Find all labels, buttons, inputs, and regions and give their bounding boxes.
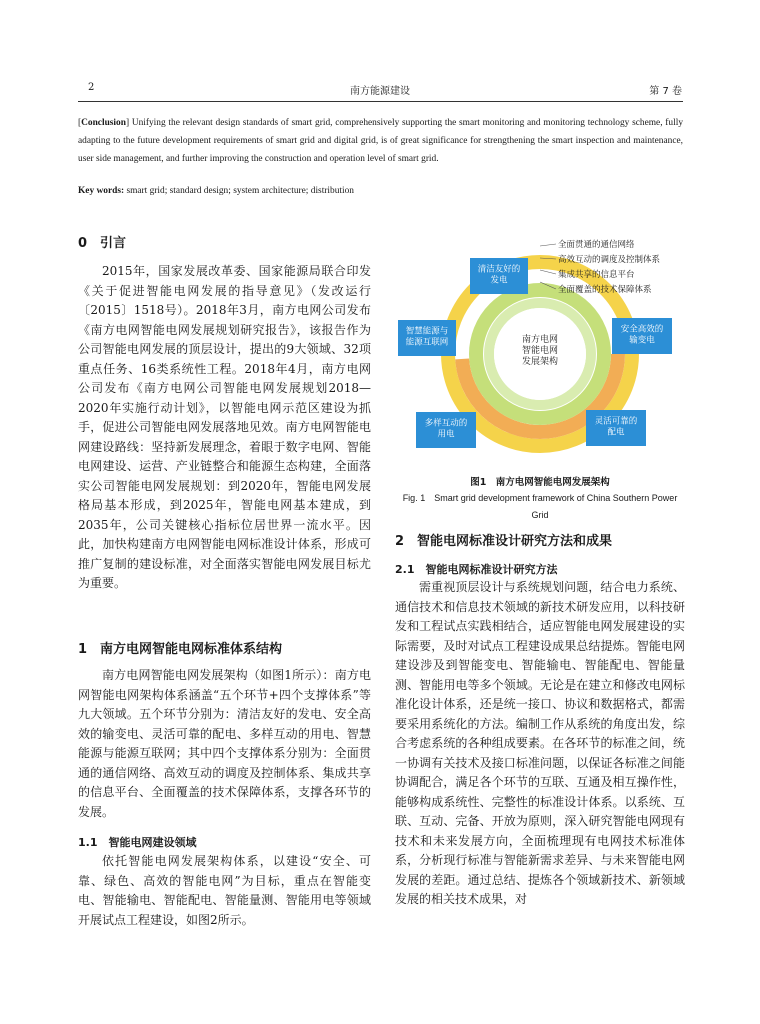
diagram-text-line: 输变电 [629, 335, 655, 346]
diagram-text-line: 智慧能源与 [405, 326, 449, 337]
diagram-text-line: 能源互联网 [405, 337, 449, 348]
section-1-body [78, 666, 371, 822]
keywords [78, 186, 683, 196]
section-0-heading: 0 引言 [78, 236, 127, 251]
diagram-text-line: 安全高效的 [620, 324, 664, 335]
section-0-body [78, 262, 371, 594]
node-consumption [416, 412, 476, 448]
diagram-text-line: 清洁友好的 [477, 264, 521, 275]
section-2-1-body [395, 578, 685, 910]
diagram-text-line: 用电 [437, 429, 455, 440]
header-rule [78, 101, 683, 102]
diagram-text-line: 发展架构 [521, 357, 559, 367]
figure-1-diagram [390, 232, 690, 470]
section-1-paragraph: 南方电网智能电网发展架构（如图1所示）：南方电网智能电网架构体系涵盖“五个环节+四个支撑体系”等九大领域。五个环节分别为：清洁友好的发电、安全高效的输变电、灵活可靠的配电、多样互动的用电、智慧能源与能源互联网；其中四个支撑体系分别为：全面贯通的通信网络、高效互动的调度及控制体系、集成共享的信息平台、全面覆盖的技术保障体系，支撑各环节的发展。 [78, 668, 371, 819]
node-smart-energy [398, 320, 456, 356]
svg-text:全面贯通的通信网络: 全面贯通的通信网络 [558, 240, 635, 250]
page-number: 2 [88, 82, 95, 93]
node-transmission [612, 318, 672, 354]
section-1-1-paragraph: 依托智能电网发展架构体系，以建设“安全、可靠、绿色、高效的智能电网”为目标，重点在智能变电、智能输电、智能配电、智能量测、智能用电等领域开展试点工程建设，如图2所示。 [78, 854, 371, 927]
conclusion-text: Unifying the relevant design standards of smart grid, comprehensively supporting the smart monitoring and monitoring technology scheme, fully adapting to the future development requirements of smart grid and digital grid, is of great significance for strengthening the smart inspection and maintenance, user side management, and further improving the construction and operation level of smart grid. [78, 118, 684, 164]
conclusion-label: Conclusion [81, 118, 126, 128]
section-0-paragraph: 2015年，国家发展改革委、国家能源局联合印发《关于促进智能电网发展的指导意见》（发改运行〔2015〕1518号）。2018年3月，南方电网公司发布《南方电网智能电网发展规划研究报告》，该报告作为公司智能电网发展的顶层设计，提出的9大领域、32项重点任务、16类系统性工程。2018年4月，南方电网公司发布《南方电网公司智能电网发展规划2018—2020年实施行动计划》，以智能电网示范区建设为抓手，促进公司智能电网发展落地见效。南方电网智能电网建设路线：坚持新发展理念，着眼于数字电网、智能电网建设、运营、产业链整合和能源生态构建，全面落实公司智能电网发展规划：到2020年，智能电网发展格局基本形成，到2025年，智能电网基本建成，到2035年，公司关键核心指标位居世界一流水平。因此，加快构建南方电网智能电网标准设计体系，形成可推广复制的建设标准，对全面落实智能电网发展目标尤为重要。 [78, 264, 371, 590]
diagram-text-line: 配电 [607, 427, 625, 438]
section-2-heading: 2 智能电网标准设计研究方法和成果 [395, 534, 613, 549]
diagram-text-line: 灵活可靠的 [594, 416, 638, 427]
section-1-heading: 1 南方电网智能电网标准体系结构 [78, 642, 283, 657]
diagram-text-line: 多样互动的 [424, 418, 468, 429]
section-2-1-paragraph: 需重视顶层设计与系统规划问题，结合电力系统、通信技术和信息技术领域的新技术研发应用，以科技研发和工程试点实践相结合，适应智能电网发展建设的实际需要，及时对试点工程建设成果总结提炼。智能电网建设涉及到智能变电、智能输电、智能配电、智能量测、智能用电等多个领域。无论是在建立和修改电网标准化设计体系，还是统一接口、协议和数据格式，都需要采用系统化的方法。编制工作从系统的角度出发，综合考虑系统的各种组成要素。在各环节的标准之间，统一协调有关技术及接口标准问题，以保证各标准之间能协调配合，满足各个环节的互联、互通及相互操作性，能够构成系统性、完整性的标准设计体系。以系统、互联、互动、完备、开放为原则，深入研究智能电网现有技术和未来发展方向，全面梳理现有电网技术标准体系，分析现行标准与智能新需求差异、与未来智能电网发展的差距。通过总结、提炼各个领域新技术、新领域发展的相关技术成果，对 [395, 580, 685, 906]
diagram-text-line: 智能电网 [521, 346, 559, 356]
section-1-1-heading: 1.1 智能电网建设领域 [78, 836, 197, 849]
svg-text:集成共享的信息平台: 集成共享的信息平台 [558, 270, 635, 280]
svg-text:高效互动的调度及控制体系: 高效互动的调度及控制体系 [558, 255, 661, 265]
volume-label: 第 7 卷 [649, 86, 682, 97]
figure-1-caption-en: Fig. 1 Smart grid development framework of China Southern Power Grid [402, 493, 678, 520]
journal-title: 南方能源建设 [350, 86, 410, 97]
figure-1-caption-cn: 图1 南方电网智能电网发展架构 [470, 477, 610, 488]
keywords-label: Key words: [78, 186, 125, 196]
node-power-generation [470, 258, 528, 294]
keywords-text: smart grid; standard design; system architecture; distribution [126, 186, 354, 196]
section-1-1-body [78, 852, 371, 930]
node-distribution [586, 410, 646, 446]
abstract-conclusion: [Conclusion] Unifying the relevant design standards of smart grid, comprehensively supporting the smart monitoring and monitoring technology scheme, fully adapting to the future development requirements of smart grid and digital grid, is of great significance for strengthening the smart inspection and maintenance, user side management, and further improving the construction and operation level of smart grid. [78, 118, 684, 164]
diagram-text-line: 南方电网 [521, 335, 559, 345]
diagram-text-line: 发电 [490, 275, 508, 286]
center-label [522, 333, 558, 367]
section-2-1-heading: 2.1 智能电网标准设计研究方法 [395, 563, 558, 576]
svg-text:全面覆盖的技术保障体系: 全面覆盖的技术保障体系 [558, 285, 652, 295]
